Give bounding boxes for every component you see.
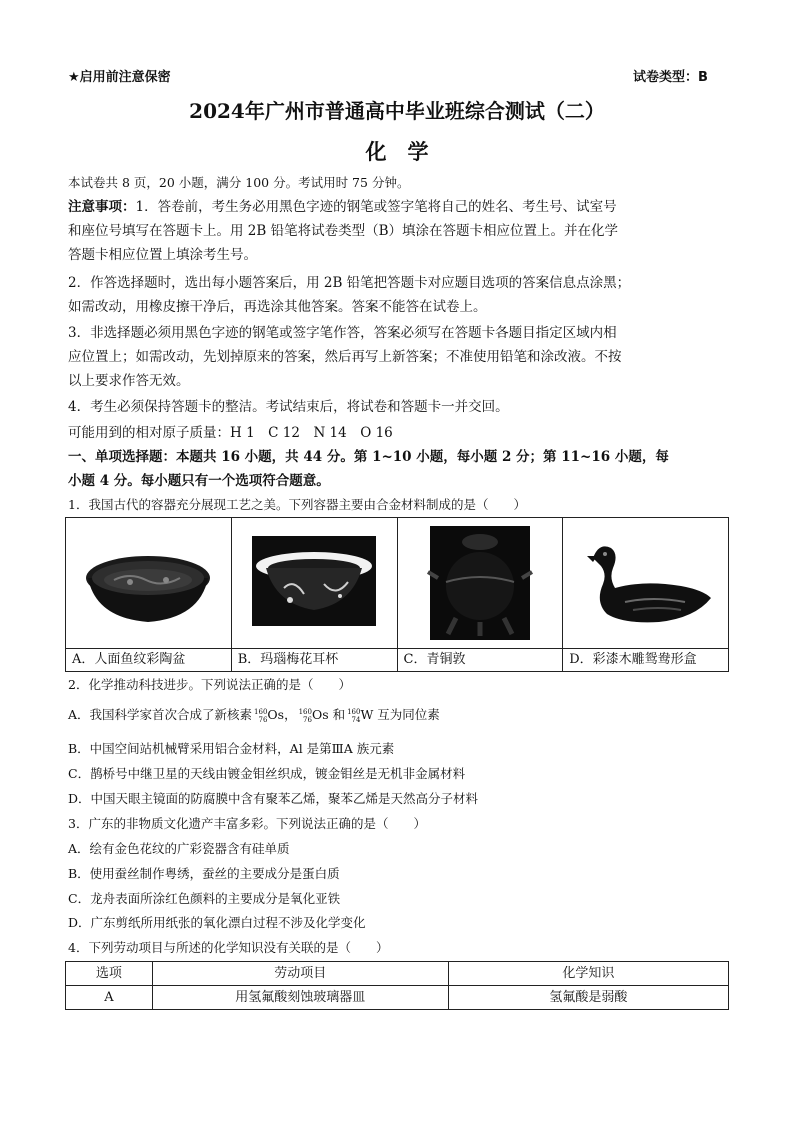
q1-options-table [65,517,729,672]
q2-option-d: D．中国天眼主镜面的防腐膜中含有聚苯乙烯，聚苯乙烯是天然高分子材料 [68,791,479,806]
note-3-line-2: 应位置上；如需改动，先划掉原来的答案，然后再写上新答案；不准使用铅笔和涂改液。不按 [68,349,622,365]
nuclide-symbol-os-b: Os 和 [311,707,346,722]
section-1-line-1: 一、单项选择题：本题共 16 小题，共 44 分。第 1~10 小题，每小题 2 分；第 11~16 小题，每 [68,449,669,465]
note-3-line-3: 以上要求作答无效。 [68,373,190,389]
q1-option-d-image-cell [563,518,729,649]
q1-option-c: C．青铜敦 [397,649,563,672]
q2-option-b: B．中国空间站机械臂采用铝合金材料，Al 是第ⅢA 族元素 [68,741,395,756]
q4-row-a-knowledge: 氢氟酸是弱酸 [448,986,728,1010]
paper-type: 试卷类型：B [633,70,708,85]
notes-line-1 [68,198,617,216]
q1-option-b-image-cell [231,518,397,649]
q2-stem: 2．化学推动科技进步。下列说法正确的是（ ） [68,677,351,692]
q3-option-c: C．龙舟表面所涂红色颜料的主要成分是氧化亚铁 [68,891,341,906]
q4-header-option: 选项 [66,962,153,986]
q3-stem: 3．广东的非物质文化遗产丰富多彩。下列说法正确的是（ ） [68,816,426,831]
q3-option-d: D．广东剪纸所用纸张的氧化漂白过程不涉及化学变化 [68,915,366,930]
atomic-masses: 可能用到的相对原子质量：H 1 C 12 N 14 O 16 [68,425,393,441]
q4-stem: 4．下列劳动项目与所述的化学知识没有关联的是（ ） [68,940,389,955]
note-1-line-2: 和座位号填写在答题卡上。用 2B 铅笔将试卷类型（B）填涂在答题卡相应位置上。并在化学 [68,223,619,239]
note-2-line-1: 2．作答选择题时，选出每小题答案后，用 2B 铅笔把答题卡对应题目选项的答案信息点涂黑； [68,275,631,291]
q2-option-a [68,706,440,724]
q4-table-header [66,962,729,986]
nuclide-symbol-os: Os， [267,707,297,722]
q1-option-b: B．玛瑙梅花耳杯 [231,649,397,672]
q3-option-a: A．绘有金色花纹的广彩瓷器含有硅单质 [68,841,290,856]
q2-option-a-text: A．我国科学家首次合成了新核素 [68,707,253,722]
table-row [66,986,729,1010]
nuclide-os-160-76-b: 160 76 [298,707,312,724]
q2-option-c: C．鹊桥号中继卫星的天线由镀金钼丝织成，镀金钼丝是无机非金属材料 [68,766,466,781]
subject-title: 化 学 [365,139,429,164]
q3-option-b: B．使用蚕丝制作粤绣，蚕丝的主要成分是蛋白质 [68,866,340,881]
note-3-line-1: 3．非选择题必须用黑色字迹的钢笔或签字笔作答，答案必须写在答题卡各题目指定区域内相 [68,325,617,341]
agate-cup-image [232,518,397,648]
note-4: 4．考生必须保持答题卡的整洁。考试结束后，将试卷和答题卡一并交回。 [68,399,509,415]
q1-option-d: D．彩漆木雕鸳鸯形盒 [563,649,729,672]
q1-option-a: A．人面鱼纹彩陶盆 [66,649,232,672]
nuclide-symbol-w: W 互为同位素 [360,707,440,722]
q4-header-labor: 劳动项目 [152,962,448,986]
q4-table [65,961,729,1010]
q1-stem: 1．我国古代的容器充分展现工艺之美。下列容器主要由合金材料制成的是（ ） [68,497,526,512]
note-1-line-3: 答题卡相应位置上填涂考生号。 [68,247,257,263]
q4-row-a-option: A [66,986,153,1010]
confidential-note: ★启用前注意保密 [68,70,171,85]
q4-row-a-labor: 用氢氟酸刻蚀玻璃器皿 [152,986,448,1010]
lacquer-mandarin-duck-box-image [563,518,728,648]
q4-header-knowledge: 化学知识 [448,962,728,986]
note-2-line-2: 如需改动，用橡皮擦干净后，再选涂其他答案。答案不能答在试卷上。 [68,299,487,315]
nuclide-os-160-76: 160 76 [254,707,268,724]
q1-option-a-image-cell [66,518,232,649]
exam-title: 2024年广州市普通高中毕业班综合测试（二） [189,99,605,123]
bronze-dun-image [398,518,563,648]
q1-option-c-image-cell [397,518,563,649]
note-1-text: 1．答卷前，考生务必用黑色字迹的钢笔或签字笔将自己的姓名、考生号、试室号 [135,199,617,215]
exam-intro: 本试卷共 8 页，20 小题，满分 100 分。考试用时 75 分钟。 [68,175,410,190]
section-1-line-2: 小题 4 分。每小题只有一个选项符合题意。 [68,473,330,489]
notes-label: 注意事项： [68,199,136,215]
nuclide-w-160-74: 160 74 [347,707,361,724]
painted-pottery-basin-image [66,518,231,648]
